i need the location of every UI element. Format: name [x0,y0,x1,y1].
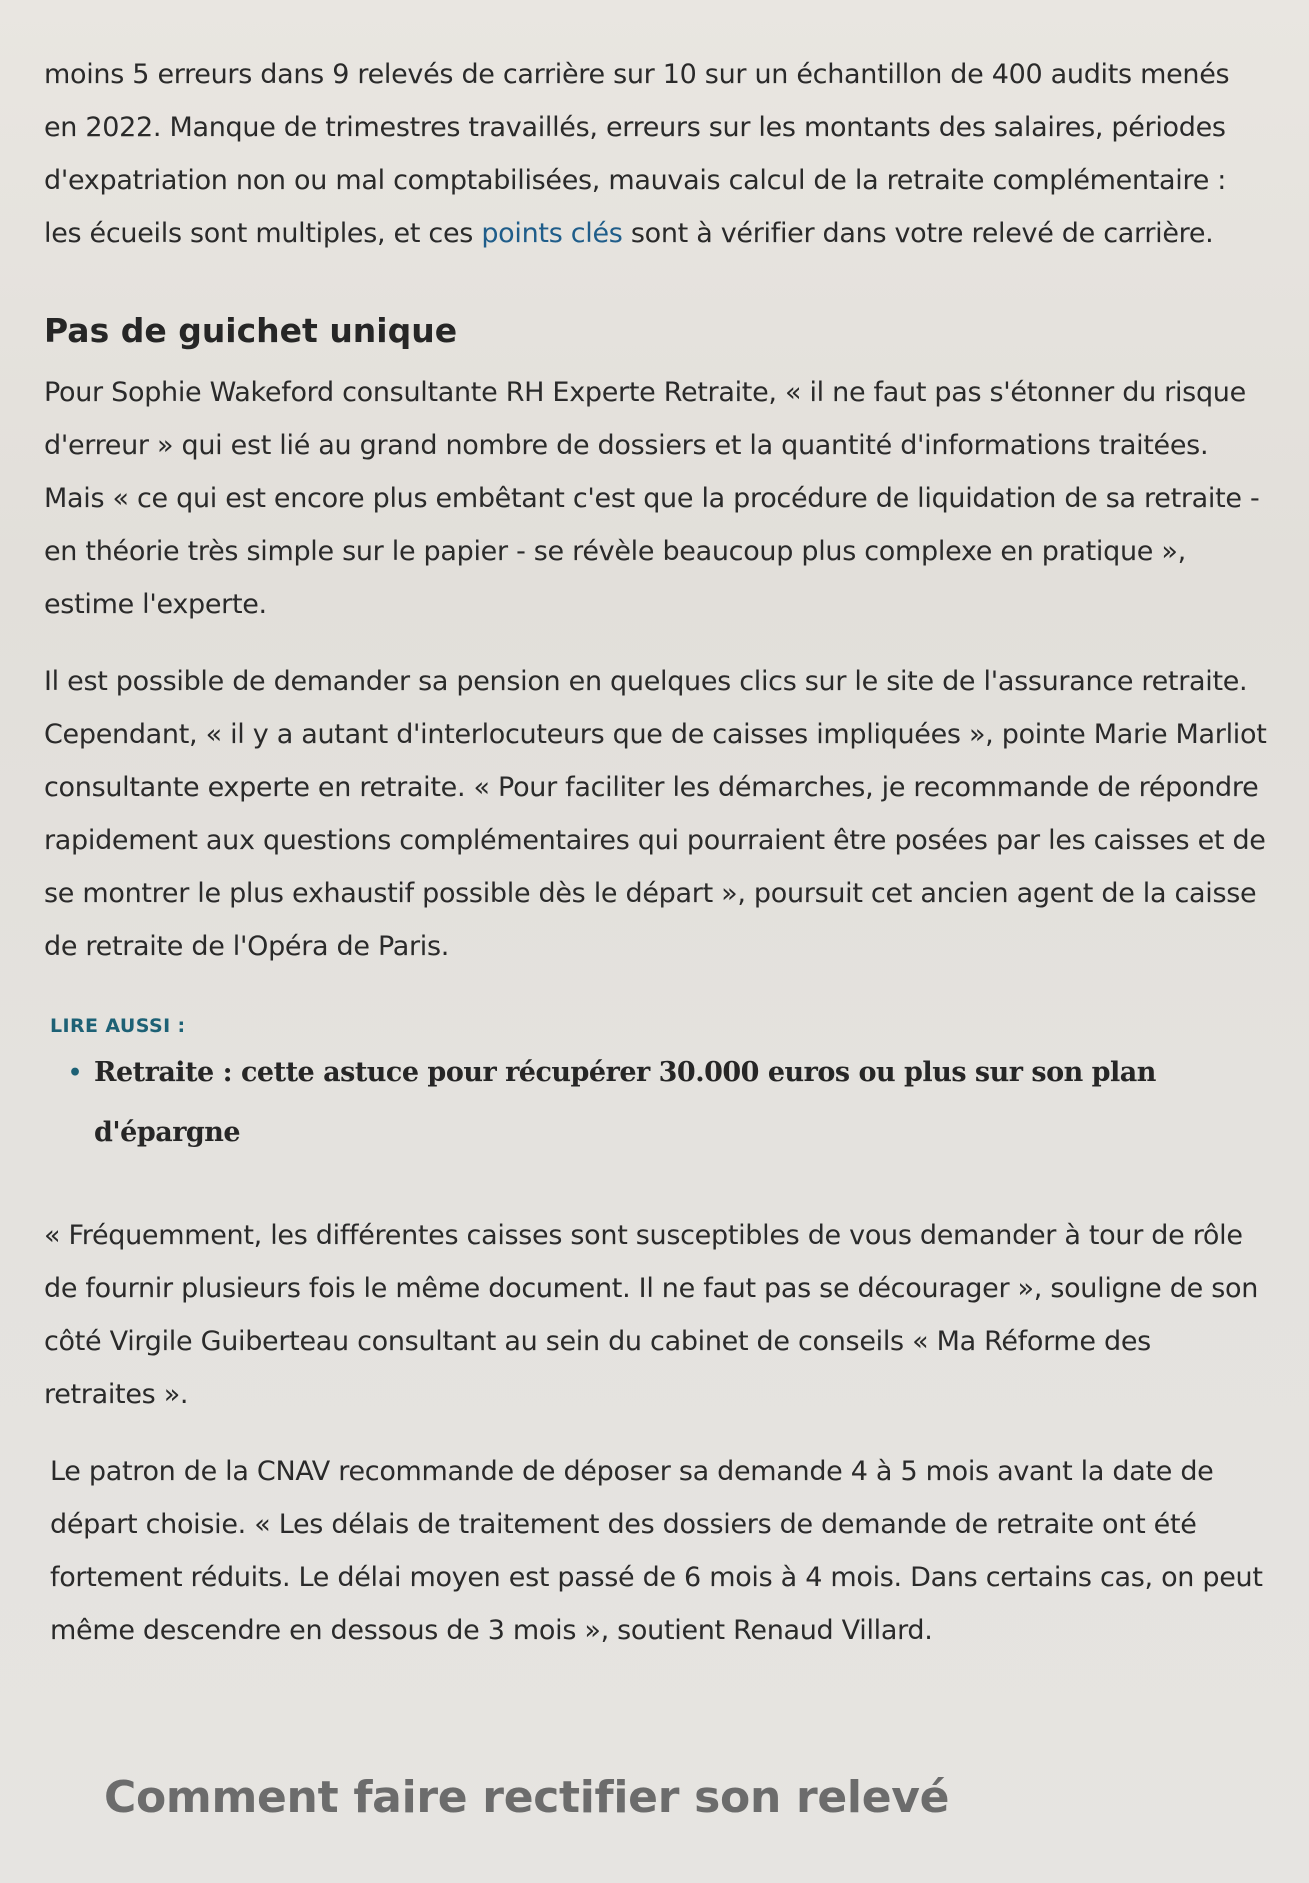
read-also-list [44,1043,1269,1163]
points-cles-link[interactable]: points clés [481,218,623,249]
paragraph-villard: Le patron de la CNAV recommande de déposer sa demande 4 à 5 mois avant la date de départ choisie. « Les délais de traitement des dossiers de demande de retraite ont été fortement réduits. Le délai moyen est passé de 6 mois à 4 mois. Dans certains cas, on peut même descendre en dessous de 3 mois », soutient Renaud Villard. [50,1456,1263,1646]
read-also-item-text: Retraite : cette astuce pour récupérer 30.000 euros ou plus sur son plan d'épargne [94,1057,1156,1148]
paragraph-wakeford: Pour Sophie Wakeford consultante RH Experte Retraite, « il ne faut pas s'étonner du risque d'erreur » qui est lié au grand nombre de dossiers et la quantité d'informations traitées. Mais « ce qui est encore plus embêtant c'est que la procédure de liquidation de sa retraite - en théorie très simple sur le papier - se révèle beaucoup plus complexe en pratique », estime l'experte. [44,377,1260,620]
intro-paragraph [44,48,1269,260]
paragraph-guiberteau: « Fréquemment, les différentes caisses sont susceptibles de vous demander à tour de rôle de fournir plusieurs fois le même document. Il ne faut pas se décourager », souligne de son côté Virgile Guiberteau consultant au sein du cabinet de conseils « Ma Réforme des retraites ». [44,1220,1259,1410]
bullet-icon: • [68,1060,82,1086]
intro-text-after-link: sont à vérifier dans votre relevé de carrière. [622,218,1214,249]
read-also-item[interactable] [68,1043,1269,1163]
next-section-heading: Comment faire rectifier son relevé [104,1772,950,1823]
read-also-label: LIRE AUSSI : [50,1015,186,1037]
section-heading: Pas de guichet unique [44,311,458,350]
paragraph-marliot: Il est possible de demander sa pension en quelques clics sur le site de l'assurance retraite. Cependant, « il y a autant d'interlocuteurs que de caisses impliquées », pointe Marie Marliot consultante experte en retraite. « Pour faciliter les démarches, je recommande de répondre rapidement aux questions complémentaires qui pourraient être posées par les caisses et de se montrer le plus exhaustif possible dès le départ », poursuit cet ancien agent de la caisse de retraite de l'Opéra de Paris. [44,666,1267,962]
intro-text-before-link: moins 5 erreurs dans 9 relevés de carrière sur 10 sur un échantillon de 400 audits menés en 2022. Manque de trimestres travaillés, erreurs sur les montants des salaires, périodes d'expatriation non ou mal comptabilisées, mauvais calcul de la retraite complémentaire : les écueils sont multiples, et ces [44,59,1230,249]
